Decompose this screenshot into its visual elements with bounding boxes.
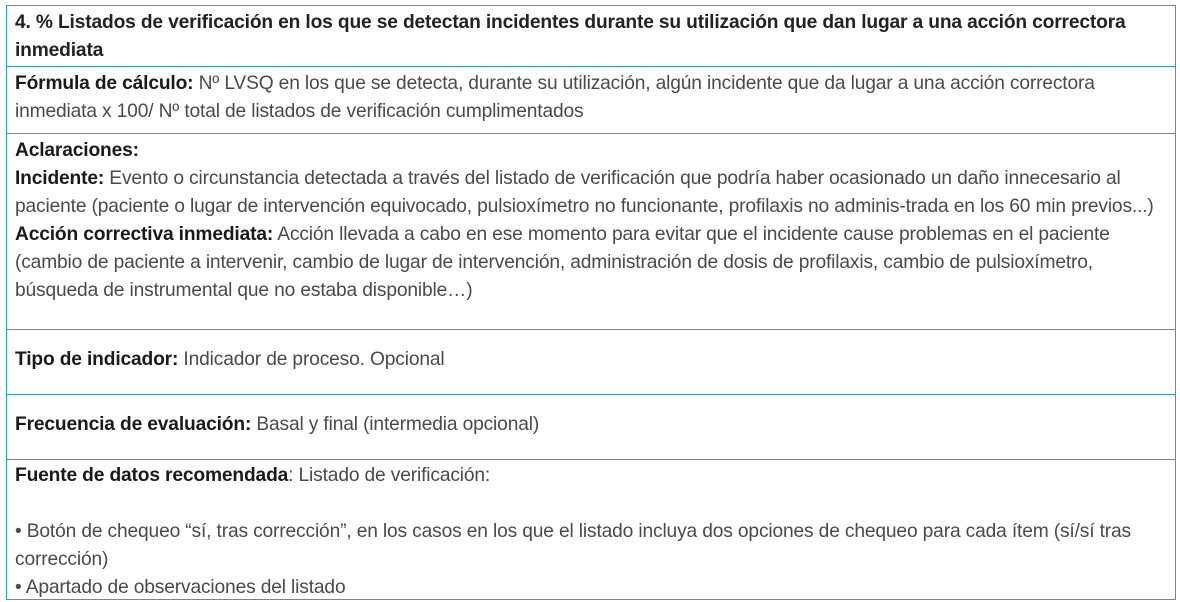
- indicator-table: [6, 5, 1176, 600]
- corrective-action-text: Acción llevada a cabo en ese momento para evitar que el incidente cause problemas en el paciente (cambio de paciente a intervenir, cambio de lugar de intervención, administración de dosis de profilaxis, cambio de pulsioxímetro, búsqueda de instrumental que no estaba disponible…): [15, 224, 1110, 301]
- formula-text: Nº LVSQ en los que se detecta, durante su utilización, algún incidente que da lugar a una acción correctora inmediata x 100/ Nº total de listados de verificación cumplimentados: [15, 73, 1095, 122]
- incident-label: Incidente:: [15, 168, 105, 189]
- data-source-paragraph: [15, 462, 1167, 490]
- evaluation-frequency-row: [7, 394, 1175, 459]
- data-source-bullet: • Apartado de observaciones del listado: [15, 577, 346, 598]
- corrective-action-label: Acción correctiva inmediata:: [15, 224, 274, 245]
- spacer: [15, 490, 1167, 518]
- indicator-title-text: 4. % Listados de verificación en los que se detectan incidentes durante su utilización que dan lugar a una acción correctora inmediata: [15, 12, 1126, 61]
- formula-paragraph: [15, 70, 1167, 126]
- indicator-type-label: Tipo de indicador:: [15, 349, 179, 370]
- indicator-type-paragraph: [15, 346, 1167, 374]
- indicator-title: [7, 5, 1175, 66]
- clarifications-row: [7, 133, 1175, 329]
- evaluation-frequency-text: Basal y final (intermedia opcional): [251, 414, 540, 435]
- indicator-type-row: [7, 329, 1175, 394]
- corrective-action-paragraph: [15, 221, 1167, 305]
- data-source-text: : Listado de verificación:: [288, 465, 491, 486]
- indicator-type-text: Indicador de proceso. Opcional: [178, 349, 445, 370]
- evaluation-frequency-label: Frecuencia de evaluación:: [15, 414, 252, 435]
- formula-label: Fórmula de cálculo:: [15, 73, 194, 94]
- data-source-row: [7, 459, 1175, 600]
- evaluation-frequency-paragraph: [15, 411, 1167, 439]
- data-source-bullet: • Botón de chequeo “sí, tras corrección”, en los casos en los que el listado incluya dos opciones de chequeo para cada ítem (sí/sí tras corrección): [15, 521, 1131, 570]
- incident-text: Evento o circunstancia detectada a través del listado de verificación que podría haber ocasionado un daño innecesario al paciente (paciente o lugar de intervención equivocado, pulsioxímetro no funcionante, profilaxis no adminis-trada en los 60 min previos...): [15, 168, 1154, 217]
- incident-paragraph: [15, 165, 1167, 221]
- formula-row: [7, 66, 1175, 133]
- data-source-label: Fuente de datos recomendada: [15, 465, 289, 486]
- clarifications-heading: Aclaraciones:: [15, 140, 139, 161]
